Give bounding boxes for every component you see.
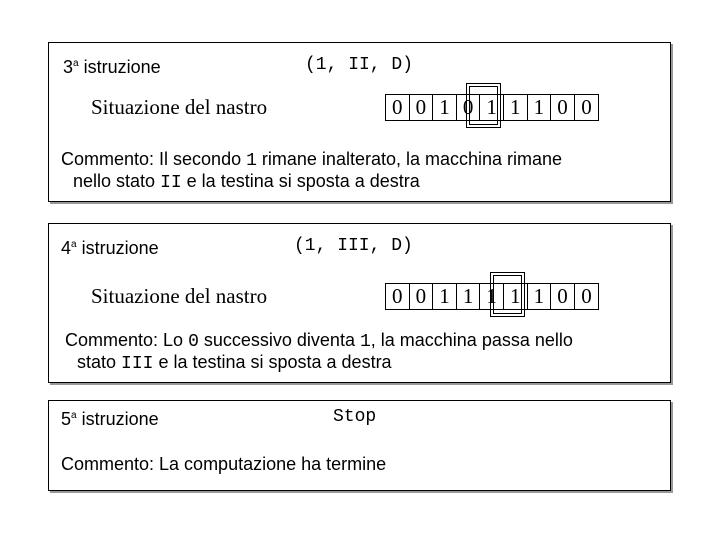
- comment-line-1: [65, 329, 573, 353]
- tape-cell: 1: [528, 284, 552, 309]
- tape-cell: 0: [457, 95, 481, 120]
- ordinal-suffix: a: [73, 58, 79, 69]
- tape-cell: 0: [386, 284, 410, 309]
- tape-cell: 1: [480, 284, 504, 309]
- comment-text: Commento: Il secondo: [61, 149, 247, 169]
- comment-symbol: 1: [359, 332, 371, 352]
- tape-head-marker: [466, 83, 501, 128]
- tape-cell: 0: [551, 95, 575, 120]
- tape-cell: 0: [386, 95, 410, 120]
- tape-cell: 0: [551, 284, 575, 309]
- comment-text: rimane inalterato, la macchina rimane: [256, 149, 563, 169]
- tape-cell: 1: [504, 95, 528, 120]
- comment-line-2: [77, 351, 392, 375]
- instruction-panel-4: [48, 223, 671, 383]
- tape-cell: 1: [528, 95, 552, 120]
- comment-text: e la testina si sposta a destra: [153, 352, 392, 372]
- tape-cell: 0: [581, 95, 592, 119]
- instruction-label: istruzione: [83, 57, 161, 77]
- tape-label: Situazione del nastro: [91, 95, 268, 119]
- instruction-number: 4: [61, 238, 72, 258]
- tape-label: Situazione del nastro: [91, 284, 268, 308]
- comment-line-1: [61, 453, 386, 475]
- instruction-number: 3: [63, 57, 74, 77]
- instruction-heading: [61, 405, 159, 430]
- comment-text: , la macchina passa nello: [370, 330, 573, 350]
- comment-symbol: III: [121, 354, 154, 374]
- tape-cell: 1: [457, 284, 481, 309]
- comment-text: stato: [77, 352, 122, 372]
- tape-cell: 1: [433, 95, 457, 120]
- comment-symbol: 1: [246, 151, 257, 171]
- tape-cell: 1: [480, 95, 504, 120]
- tape-head-inner: [493, 275, 522, 314]
- comment-text: Commento: Lo: [65, 330, 189, 350]
- instruction-label: istruzione: [81, 409, 159, 429]
- instruction-heading: [61, 234, 159, 259]
- comment-symbol: 0: [188, 332, 199, 352]
- instruction-panel-3: [48, 42, 671, 202]
- comment-symbol: II: [160, 173, 182, 193]
- instruction-number: 5: [61, 409, 72, 429]
- instruction-label: istruzione: [81, 238, 159, 258]
- ordinal-suffix: a: [71, 410, 77, 421]
- ordinal-suffix: a: [71, 239, 77, 250]
- tape-cell: 1: [504, 284, 528, 309]
- comment-text: successivo diventa: [198, 330, 360, 350]
- instruction-tuple: (1, III, D): [294, 236, 413, 256]
- comment-text: e la testina si sposta a destra: [181, 171, 420, 191]
- tape-head-inner: [469, 86, 498, 125]
- comment-line-1: [61, 148, 562, 172]
- instruction-tuple: (1, II, D): [305, 55, 414, 75]
- tape-cell: 0: [410, 95, 434, 120]
- tape-cell: 0: [581, 284, 592, 308]
- instruction-stop: Stop: [333, 407, 377, 427]
- tape-cell: 0: [410, 284, 434, 309]
- tape-cell: 1: [433, 284, 457, 309]
- comment-line-2: [73, 170, 420, 194]
- instruction-panel-5: [48, 400, 671, 491]
- comment-text: nello stato: [73, 171, 161, 191]
- instruction-heading: [63, 53, 161, 78]
- tape-head-marker: [490, 272, 525, 317]
- comment-text: Commento: La computazione ha termine: [61, 454, 387, 474]
